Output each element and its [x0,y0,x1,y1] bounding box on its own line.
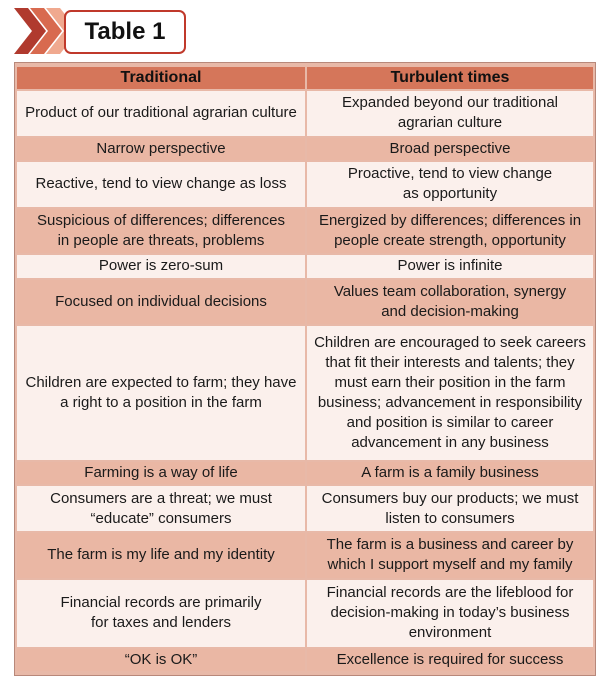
cell-turbulent-times: Energized by differences; differences in people create strength, opportunity [305,209,593,254]
cell-traditional: Farming is a way of life [17,462,305,484]
cell-turbulent-times: Broad perspective [305,138,593,160]
table-row [17,486,593,531]
cell-turbulent-times: A farm is a family business [305,462,593,484]
cell-turbulent-times: Values team collaboration, synergy and decision-making [305,280,593,325]
cell-turbulent-times: Excellence is required for success [305,649,593,671]
table-row [17,462,593,484]
cell-traditional: Consumers are a threat; we must “educate” consumers [17,486,305,531]
cell-traditional: Focused on individual decisions [17,280,305,325]
cell-turbulent-times: Expanded beyond our traditional agrarian culture [305,91,593,136]
table-header-row [17,67,593,89]
table-row [17,280,593,325]
cell-traditional: Power is zero-sum [17,255,305,277]
table-row [17,162,593,207]
table-row [17,649,593,671]
cell-turbulent-times: Consumers buy our products; we must listen to consumers [305,486,593,531]
cell-traditional: Narrow perspective [17,138,305,160]
table-row [17,138,593,160]
table-row [17,91,593,136]
table-row [17,326,593,460]
cell-traditional: “OK is OK” [17,649,305,671]
cell-traditional: Suspicious of differences; differences in people are threats, problems [17,209,305,254]
column-header-traditional: Traditional [17,67,305,89]
table-title-banner [14,8,186,54]
cell-turbulent-times: Children are encouraged to seek careers that fit their interests and talents; they must earn their position in the farm business; advancement in responsibility and position is similar to career advancement in any business [305,326,593,460]
table-row [17,533,593,578]
table-row [17,580,593,647]
cell-traditional: Financial records are primarily for taxes and lenders [17,580,305,647]
cell-turbulent-times: Financial records are the lifeblood for decision-making in today’s business environment [305,580,593,647]
cell-turbulent-times: The farm is a business and career by which I support myself and my family [305,533,593,578]
table-row [17,255,593,277]
comparison-table-container [14,62,596,676]
cell-traditional: Children are expected to farm; they have a right to a position in the farm [17,326,305,460]
cell-traditional: The farm is my life and my identity [17,533,305,578]
cell-traditional: Product of our traditional agrarian culture [17,91,305,136]
table-row [17,209,593,254]
column-header-turbulent-times: Turbulent times [305,67,593,89]
table-title: Table 1 [64,10,186,54]
comparison-table [17,65,593,673]
cell-turbulent-times: Power is infinite [305,255,593,277]
cell-traditional: Reactive, tend to view change as loss [17,162,305,207]
cell-turbulent-times: Proactive, tend to view change as opportunity [305,162,593,207]
